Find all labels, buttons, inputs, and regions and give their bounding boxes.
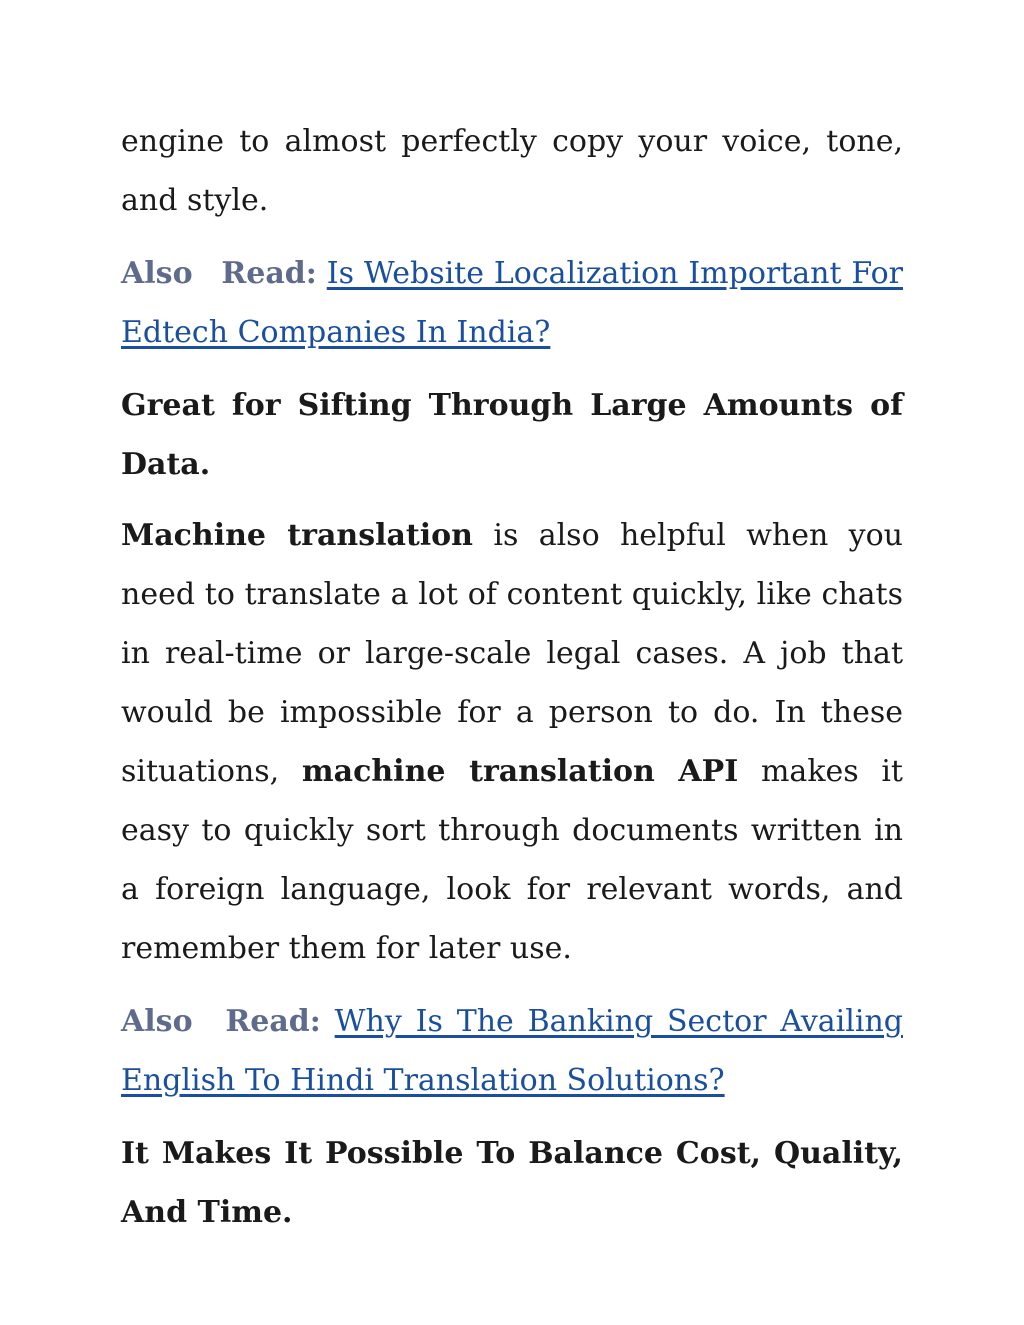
- also-read-label: Also Read:: [121, 256, 317, 291]
- also-read-1: [121, 244, 903, 362]
- intro-paragraph: engine to almost perfectly copy your voice, tone, and style.: [121, 124, 903, 218]
- document-page: [121, 112, 903, 1242]
- also-read-link-banking[interactable]: Why Is The Banking Sector Availing English To Hindi Translation Solutions?: [121, 1004, 903, 1098]
- also-read-label: Also Read:: [121, 1004, 321, 1039]
- paragraph-text-1: is also helpful when you need to translate a lot of content quickly, like chats in real-time or large-scale legal cases. A job that would be impossible for a person to do. In these situations,: [121, 518, 903, 789]
- section-heading-data: Great for Sifting Through Large Amounts of Data.: [121, 388, 903, 482]
- machine-translation-paragraph: [121, 506, 903, 978]
- also-read-2: [121, 992, 903, 1110]
- paragraph-text-2: makes it easy to quickly sort through documents written in a foreign language, look for relevant words, and remember them for later use.: [121, 754, 903, 966]
- also-read-link-edtech[interactable]: Is Website Localization Important For Edtech Companies In India?: [121, 256, 903, 350]
- section-heading-balance: It Makes It Possible To Balance Cost, Quality, And Time.: [121, 1136, 903, 1230]
- bold-term-machine-translation-api: machine translation API: [301, 754, 739, 789]
- bold-term-machine-translation: Machine translation: [121, 518, 473, 553]
